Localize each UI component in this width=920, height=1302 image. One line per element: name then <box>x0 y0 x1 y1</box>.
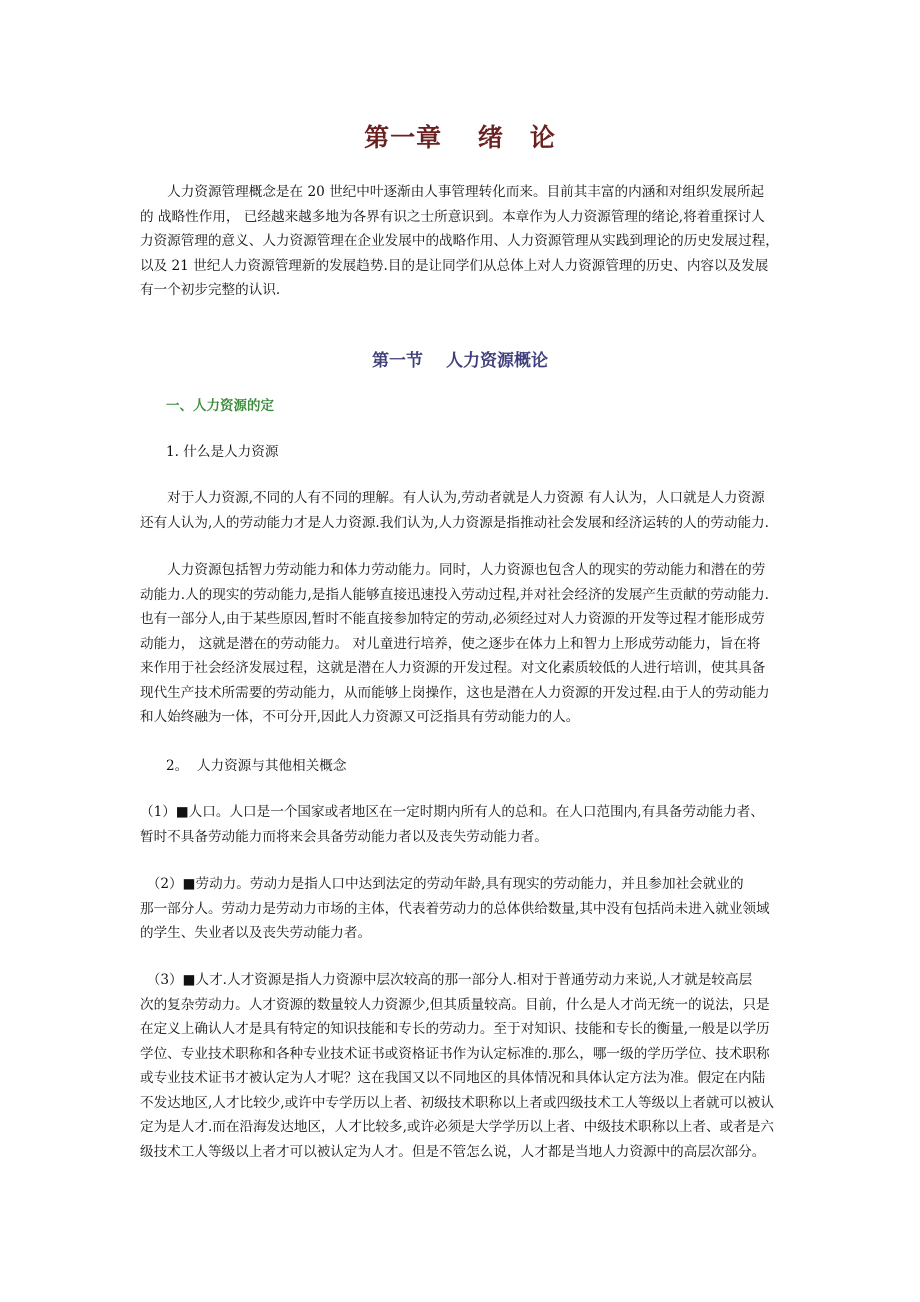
paragraph-line: （3）■人才.人才资源是指人力资源中层次较高的那一部分人.相对于普通劳动力来说,人才就是较高层 <box>140 972 753 988</box>
paragraph-line: 不发达地区,人才比较少,或许中专学历以上者、初级技术职称以上者或四级技术工人等级以上者就可以被认 <box>140 1094 774 1111</box>
point-talent <box>140 968 780 1164</box>
paragraph-line: 现代生产技术所需要的劳动能力，从而能够上岗操作，这也是潜在人力资源的开发过程.由于人的劳动能力 <box>140 684 770 701</box>
item-heading-2: 2。 人力资源与其他相关概念 <box>166 758 347 774</box>
paragraph-line: （1）■人口。人口是一个国家或者地区在一定时期内所有人的总和。在人口范围内,有具备劳动能力者、 <box>140 804 764 820</box>
intro-line: 以及 21 世纪人力资源管理新的发展趋势.目的是让同学们从总体上对人力资源管理的历史、内容以及发展 <box>140 257 769 274</box>
paragraph-line: 级技术工人等级以上者才可以被认定为人才。但是不管怎么说，人才都是当地人力资源中的高层次部分。 <box>140 1143 766 1160</box>
paragraph-line: 来作用于社会经济发展过程，这就是潜在人力资源的开发过程。对文化素质较低的人进行培训，使其具备 <box>140 660 766 676</box>
paragraph-line: （2）■劳动力。劳动力是指人口中达到法定的劳动年龄,具有现实的劳动能力，并且参加社会就业的 <box>140 876 744 892</box>
paragraph-line: 也有一部分人,由于某些原因,暂时不能直接参加特定的劳动,必须经过对人力资源的开发等过程才能形成劳 <box>140 611 765 627</box>
paragraph-line: 那一部分人。劳动力是劳动力市场的主体，代表着劳动力的总体供给数量,其中没有包括尚未进入就业领域 <box>140 900 770 917</box>
chapter-title: 第一章 绪 论 <box>364 123 556 152</box>
paragraph-line: 还有人认为,人的劳动能力才是人力资源.我们认为,人力资源是指推动社会发展和经济运转的人的劳动能力. <box>140 514 769 531</box>
paragraph-line: 对于人力资源,不同的人有不同的理解。有人认为,劳动者就是人力资源 有人认为，人口就是人力资源 <box>140 490 765 506</box>
paragraph-line: 人力资源包括智力劳动能力和体力劳动能力。同时，人力资源也包含人的现实的劳动能力和潜在的劳 <box>140 562 766 578</box>
paragraph-line: 学位、专业技术职称和各种专业技术证书或资格证书作为认定标准的.那么，哪一级的学历学位、技术职称 <box>140 1045 770 1062</box>
paragraph-components <box>140 558 780 730</box>
paragraph-line: 在定义上确认人才是具有特定的知识技能和专长的劳动力。至于对知识、技能和专长的衡量,一般是以学历 <box>140 1021 770 1037</box>
paragraph-definition <box>140 486 780 535</box>
paragraph-line: 或专业技术证书才被认定为人才呢？这在我国又以不同地区的具体情况和具体认定方法为准。假定在内陆 <box>140 1070 766 1086</box>
paragraph-line: 动能力.人的现实的劳动能力,是指人能够直接迅速投入劳动过程,并对社会经济的发展产生贡献的劳动能力. <box>140 586 769 603</box>
paragraph-line: 次的复杂劳动力。人才资源的数量较人力资源少,但其质量较高。目前，什么是人才尚无统一的说法，只是 <box>140 996 770 1013</box>
paragraph-line: 和人始终融为一体，不可分开,因此人力资源又可泛指具有劳动能力的人。 <box>140 709 580 725</box>
section-title: 第一节 人力资源概论 <box>372 351 548 371</box>
intro-line: 力资源管理的意义、人力资源管理在企业发展中的战略作用、人力资源管理从实践到理论的历史发展过程， <box>140 233 779 249</box>
paragraph-line: 暂时不具备劳动能力而将来会具备劳动能力者以及丧失劳动能力者。 <box>140 828 548 845</box>
point-labor-force <box>140 872 780 946</box>
intro-line: 人力资源管理概念是在 20 世纪中叶逐渐由人事管理转化而来。目前其丰富的内涵和对组织发展所起 <box>140 184 765 200</box>
paragraph-line: 的学生、失业者以及丧失劳动能力者。 <box>140 925 372 941</box>
item-heading-1: 1. 什么是人力资源 <box>166 444 279 460</box>
paragraph-line: 动能力， 这就是潜在的劳动能力。 对儿童进行培养，使之逐步在体力上和智力上形成劳动能力，旨在将 <box>140 635 761 652</box>
intro-paragraph <box>140 180 780 303</box>
subsection-title: 一、人力资源的定 <box>166 398 274 414</box>
intro-line: 有一个初步完整的认识. <box>140 282 281 298</box>
point-population <box>140 800 780 849</box>
intro-line: 的 战略性作用， 已经越来越多地为各界有识之士所意识到。本章作为人力资源管理的绪论,将着重探讨人 <box>140 208 765 225</box>
paragraph-line: 定为是人才.而在沿海发达地区，人才比较多,或许必须是大学学历以上者、中级技术职称以上者、或者是六 <box>140 1119 774 1135</box>
